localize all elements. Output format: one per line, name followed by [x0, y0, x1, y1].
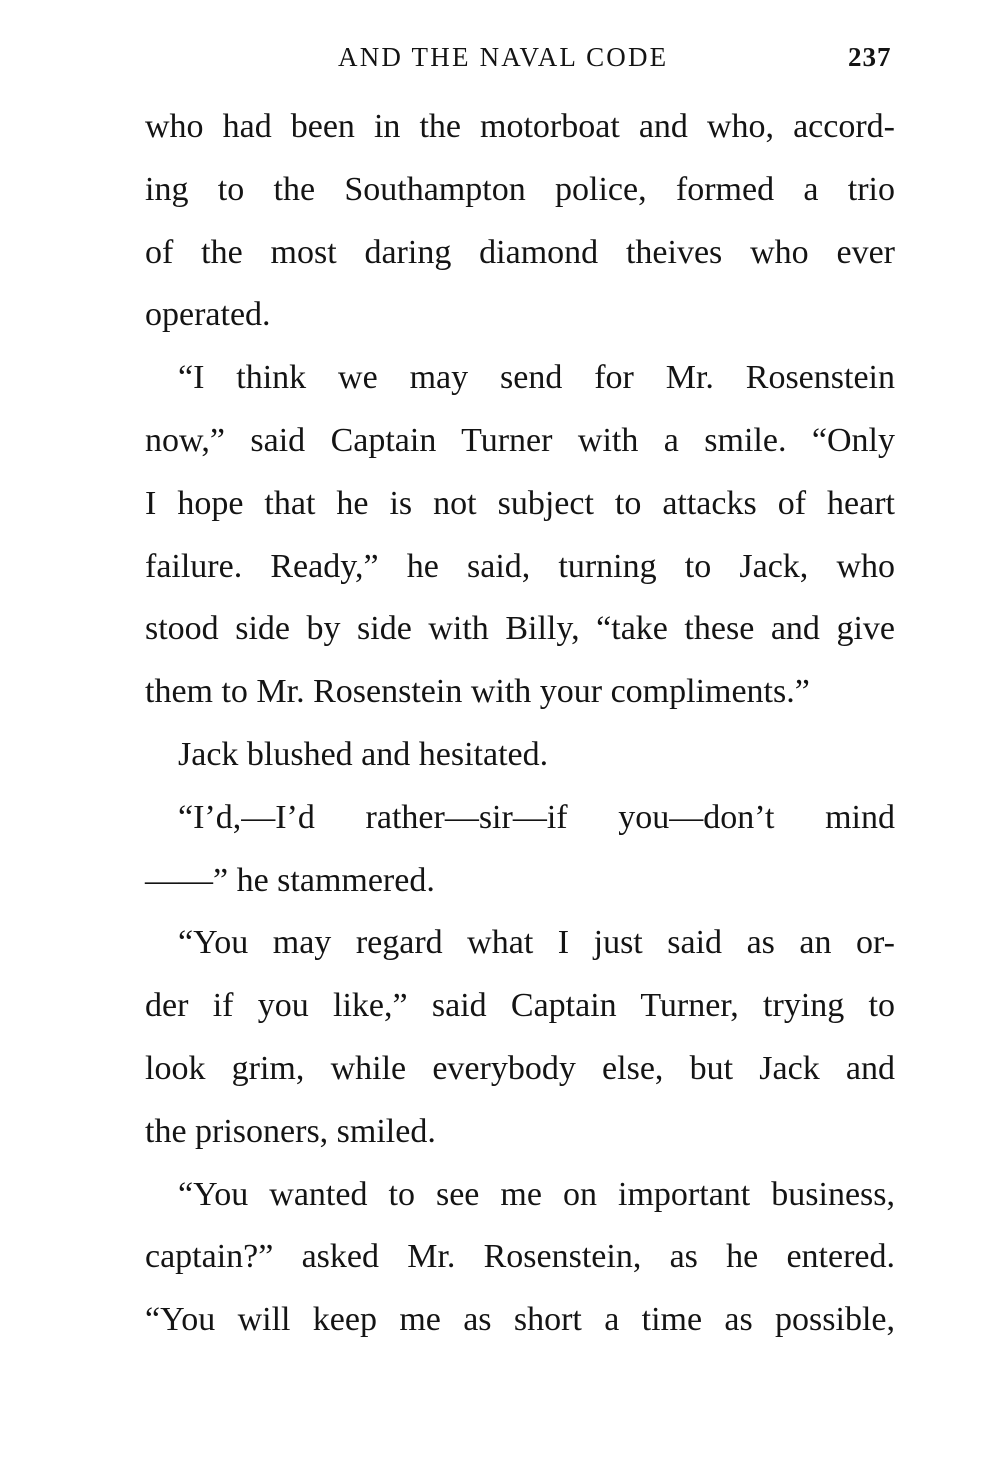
text-line: I hope that he is not subject to attacks of heart [145, 484, 895, 522]
paragraph-first-line: “I’d,—I’d rather—sir—if you—don’t mind [178, 798, 895, 836]
text-line: them to Mr. Rosenstein with your compliments.” [145, 673, 810, 711]
text-line: failure. Ready,” he said, turning to Jack, who [145, 547, 895, 585]
paragraph-first-line: “You may regard what I just said as an or- [178, 924, 895, 962]
running-header [0, 42, 1000, 82]
page-number: 237 [848, 42, 892, 72]
text-line: stood side by side with Billy, “take these and give [145, 610, 895, 648]
text-line: of the most daring diamond theives who ever [145, 233, 895, 271]
text-line: ing to the Southampton police, formed a trio [145, 170, 895, 208]
text-line: ——” he stammered. [145, 861, 435, 899]
paragraph-first-line: Jack blushed and hesitated. [178, 735, 549, 773]
body-text [145, 96, 895, 1352]
running-title: AND THE NAVAL CODE [338, 42, 669, 72]
text-line: der if you like,” said Captain Turner, trying to [145, 987, 895, 1025]
text-line: who had been in the motorboat and who, accord- [145, 108, 895, 145]
paragraph-first-line: “I think we may send for Mr. Rosenstein [178, 359, 895, 397]
text-line: the prisoners, smiled. [145, 1112, 436, 1150]
text-line: look grim, while everybody else, but Jack and [145, 1049, 895, 1087]
text-line: captain?” asked Mr. Rosenstein, as he entered. [145, 1238, 895, 1276]
text-line: “You will keep me as short a time as possible, [145, 1301, 895, 1339]
text-line: operated. [145, 296, 271, 334]
text-line: now,” said Captain Turner with a smile. “Only [145, 421, 895, 459]
paragraph-first-line: “You wanted to see me on important business, [178, 1175, 895, 1213]
